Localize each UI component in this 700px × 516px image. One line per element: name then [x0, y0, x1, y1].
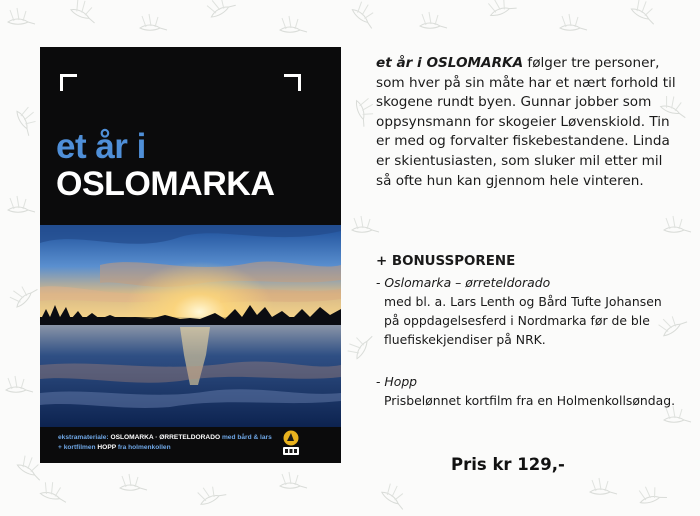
bonus-item	[376, 372, 676, 410]
price: Pris kr 129,-	[451, 455, 565, 474]
bonus-item-detail: Prisbelønnet kortfilm fra en Holmenkollsøndag.	[384, 393, 676, 408]
bonus-item-dash: -	[376, 374, 385, 389]
bonus-item-title: Oslomarka – ørreteldorado	[384, 275, 551, 290]
bonus-item-detail: med bl. a. Lars Lenth og Bård Tufte Johansen på oppdagelsesferd i Nordmarka før de ble fluefiskekjendiser på NRK.	[384, 294, 662, 347]
cover-credits	[58, 433, 298, 453]
cover-corner-mark-top-left	[60, 74, 77, 91]
bonus-item	[376, 273, 676, 349]
cover-title-line2: OSLOMARKA	[56, 165, 275, 203]
bonus-heading: + BONUSSPORENE	[376, 254, 516, 269]
credits-shortfilm-rest: fra holmenkollen	[117, 444, 171, 451]
credits-extra-label: ekstramateriale:	[58, 434, 109, 441]
product-description	[376, 54, 676, 191]
description-body: følger tre personer, som hver på sin måte har et nært forhold til skogene rundt byen. Gunnar jobber som oppsynsmann for skogeier Løvenskiold. Tin er med og forvalter fiskebestandene. Linda er skientusiasten, som sluker mil etter mil så ofte hun kan gjennom hele vinteren.	[376, 55, 676, 189]
dvd-cover	[40, 47, 341, 463]
credits-extra-rest: med bård & lars	[221, 434, 272, 441]
credits-extra-title: OSLOMARKA · ØRRETELDORADO	[110, 434, 221, 441]
credits-shortfilm-title: HOPP	[97, 444, 116, 451]
cover-credits-line2	[58, 443, 298, 453]
description-lead-title: et år i OSLOMARKA	[376, 55, 524, 71]
cover-corner-mark-top-right	[284, 74, 301, 91]
credits-plus: +	[58, 444, 62, 451]
producer-logo-icon	[282, 430, 300, 456]
cover-credits-line1	[58, 433, 298, 443]
credits-shortfilm-label: kortfilmen	[63, 444, 96, 451]
bonus-item-dash: -	[376, 275, 385, 290]
cover-title-line1: et år i	[56, 127, 146, 166]
cover-photo-sunset-lake	[40, 225, 341, 427]
bonus-item-title: Hopp	[384, 374, 418, 389]
